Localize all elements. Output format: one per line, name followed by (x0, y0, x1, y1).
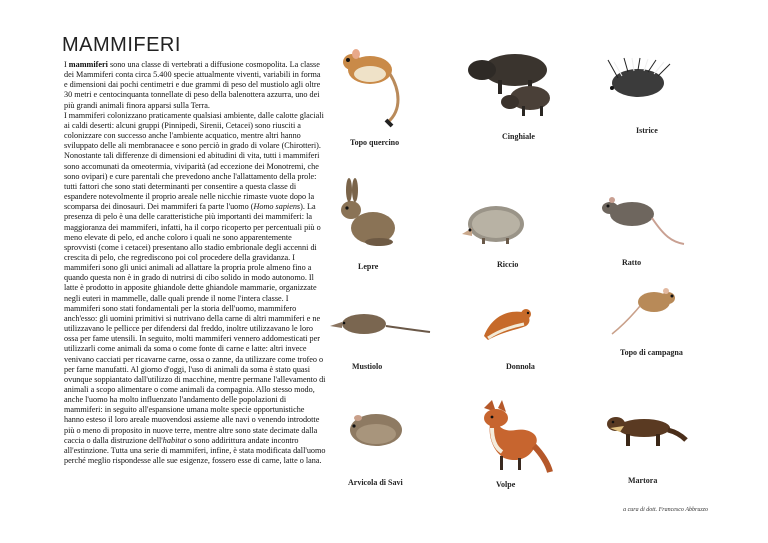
body-text (64, 60, 326, 466)
main-italic-homo: Homo sapiens (253, 202, 301, 212)
hare-illustration (335, 180, 405, 252)
intro-lead: I (64, 60, 69, 69)
caption-volpe: Volpe (496, 480, 516, 489)
dormouse-illustration (330, 40, 410, 130)
caption-cinghiale: Cinghiale (502, 132, 535, 141)
vole-illustration (340, 408, 410, 452)
rat-illustration (596, 188, 686, 258)
fox-illustration (470, 398, 552, 474)
main-text-1: I mammiferi colonizzano praticamente qualsiasi ambiente, dalle calotte glaciali ai caldi deserti: alcuni gruppi (Pinnipedi, Sirenii, Cetacei) sono riusciti a colonizzare con successo anche l'ambiente acquatico, mentre altri hanno sviluppato delle ali membranacee e sono perciò in grado di volare (Chirotteri). Nonostante tali differenze di dimensioni ed abitudini di vita, tutti i mammiferi sono accomunati da omeotermia, viviparità (ad eccezione dei Monotremi, che sono ovipari) e cure parentali che prevedono anche l'allattamento della prole: tutti fattori che sono stati determinanti per consentire a questa classe di espandere notevolmente il proprio areale nelle nicchie rimaste vuote dopo la scomparsa dei dinosauri. Dei mammiferi fa parte l'uomo ( (64, 110, 324, 212)
field-mouse-illustration (612, 284, 682, 336)
intro-bold-term: mammiferi (68, 60, 108, 69)
wild-boar-illustration (460, 48, 560, 118)
main-text-3: o sono addirittura andate incontro all'estinzione. Tutta una serie di mammiferi, infine, è stata modificata dall'uomo perché meglio rispondesse alle sue esigenze, fossero esse di carne, latte o lana. (64, 435, 326, 466)
intro-rest: sono una classe di vertebrati a diffusione cosmopolita. La classe dei Mammiferi conta circa 5.400 specie attualmente viventi, variabili in forma e dimensioni dai pochi centimetri e due grammi di peso del mustiolo agli oltre 30 metri e centocinquanta tonnellate di peso della balenottera azzurra, uno dei più grandi animali finora apparsi sulla Terra. (64, 60, 321, 110)
caption-topo-campagna: Topo di campagna (620, 348, 683, 357)
caption-martora: Martora (628, 476, 658, 485)
caption-mustiolo: Mustiolo (352, 362, 383, 371)
caption-arvicola: Arvicola di Savi (348, 478, 403, 487)
weasel-illustration (478, 296, 538, 346)
caption-istrice: Istrice (636, 126, 658, 135)
page-title: MAMMIFERI (62, 34, 181, 56)
caption-ratto: Ratto (622, 258, 642, 267)
main-italic-habitat: habitat (162, 435, 186, 445)
caption-donnola: Donnola (506, 362, 535, 371)
main-paragraph (64, 111, 326, 466)
caption-riccio: Riccio (497, 260, 519, 269)
caption-topo-quercino: Topo quercino (350, 138, 400, 147)
caption-lepre: Lepre (358, 262, 379, 271)
author-credit: a cura di dott. Francesco Abbruzzo (623, 507, 708, 513)
shrew-illustration (330, 304, 430, 344)
marten-illustration (600, 410, 686, 454)
main-text-2: ). La presenza di pelo è una delle caratteristiche più importanti dei mammiferi: la maggioranza dei mammiferi, infatti, ha il corpo ricoperto per percentuali più o meno elevate di pelo, ed anche coloro i quali ne sono apparentemente sprovvisti (come i cetacei) presentano allo stadio embrionale degli accenni di crescita di pelo, che regrediscono poi col procedere della gravidanza. I mammiferi sono gli unici animali ad allattare la propria prole almeno fino a quando questa non è in grado di nutrirsi di cibo solido in modo autonomo. Il latte è prodotto in apposite ghiandole dette ghiandole mammarie, organizzate negli euteri in mammelle, dalle quali prende il nome l'intera classe. I mammiferi sono stati fondamentali per la storia dell'uomo, mammifero anch'esso: gli uomini primitivi si nutrivano della carne di altri mammiferi e ne utilizzavano le pellicce per difendersi dal freddo, inoltre utilizzavano le loro ossa per fame utensili. In seguito, molti mammiferi vennero addomesticati per utilizzarli come animali da soma o come fonte di carne e latte: altri invece venivano cacciati per ricavarne carne, ossa o zanne, da utilizzare come trofeo o per farne manufatti. Al giorno d'oggi, l'uso di animali da soma è stato quasi ovunque soppiantato dall'utilizzo di macchine, mentre permane l'allevamento di animali a scopo alimentare o come animali da compagnia. Allo stesso modo, anche l'uomo ha molto influenzato l'andamento delle popolazioni di mammiferi: in seguito all'espansione umana molte specie opportunistiche hanno esteso il loro areale muovendosi assieme alle navi o venendo introdotte più o meno di proposito in nuove terre, mentre altre sono state decimate dalla caccia o dalla distruzione dell' (64, 202, 326, 445)
intro-paragraph (64, 60, 326, 111)
porcupine-illustration (598, 58, 678, 103)
hedgehog-illustration (458, 198, 530, 248)
